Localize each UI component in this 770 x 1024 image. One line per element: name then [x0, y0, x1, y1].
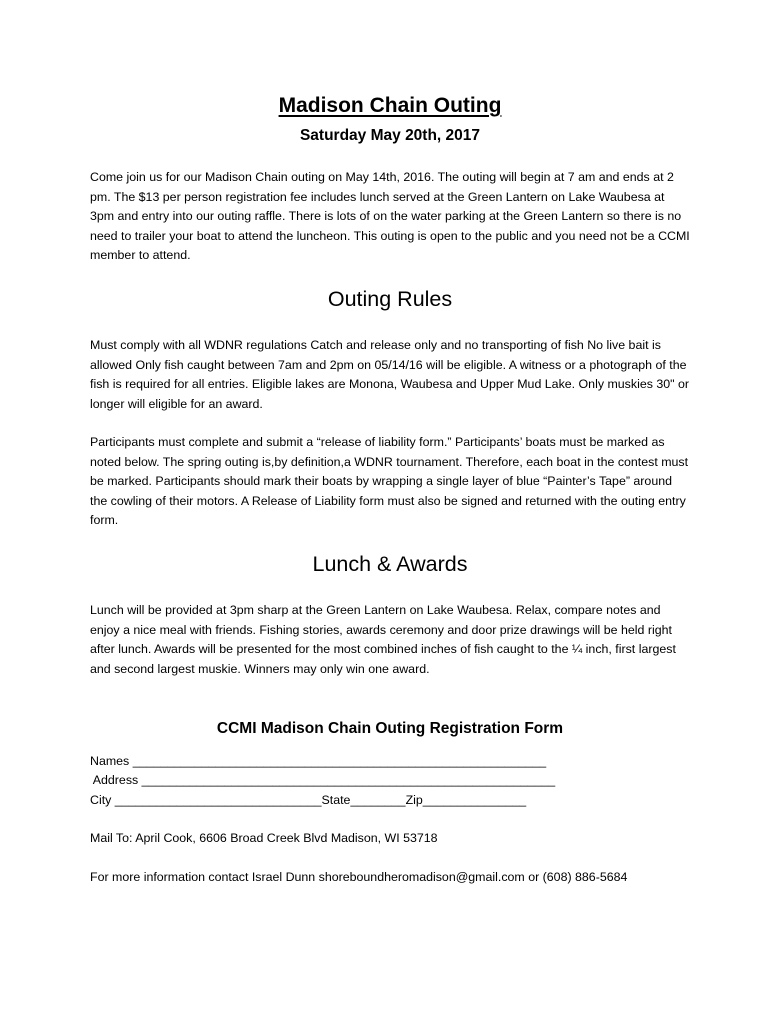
mail-to-text: Mail To: April Cook, 6606 Broad Creek Blvd Madison, WI 53718: [90, 831, 438, 845]
intro-paragraph: Come join us for our Madison Chain outing on May 14th, 2016. The outing will begin at 7 am and ends at 2 pm. The $13 per person registration fee includes lunch served at the Green Lantern on Lake Waubesa at 3pm and entry into our outing raffle. There is lots of on the water parking at the Green Lantern so there is no need to trailer your boat to attend the luncheon. This outing is open to the public and you need not be a CCMI member to attend.: [90, 170, 690, 263]
registration-form-heading: CCMI Madison Chain Outing Registration Form: [216, 720, 564, 737]
rules-paragraph-1: Must comply with all WDNR regulations Catch and release only and no transporting of fish No live bait is allowed Only fish caught between 7am and 2pm on 05/14/16 will be eligible. A witness or a photograph of the fish is required for all entries. Eligible lakes are Monona, Waubesa and Upper Mud Lake. Only muskies 30" or longer will eligible for an award.: [90, 338, 689, 411]
contact-text: For more information contact Israel Dunn shoreboundheromadison@gmail.com or (608) 886-5684: [90, 870, 628, 884]
rules-paragraph-2: Participants must complete and submit a “release of liability form.” Participants’ boats must be marked as noted below. The spring outing is,by definition,a WDNR tournament. Therefore, each boat in the contest must be marked. Participants should mark their boats by wrapping a single layer of blue “Painter’s Tape” around the cowling of their motors. A Release of Liability form must also be signed and returned with the outing entry form.: [90, 435, 689, 528]
document-title: Madison Chain Outing: [278, 94, 502, 117]
form-city-line: City ______________________________State________Zip_______________: [90, 793, 527, 807]
rules-heading: Outing Rules: [327, 287, 453, 311]
lunch-paragraph: Lunch will be provided at 3pm sharp at the Green Lantern on Lake Waubesa. Relax, compare notes and enjoy a nice meal with friends. Fishing stories, awards ceremony and door prize drawings will be held right after lunch. Awards will be presented for the most combined inches of fish caught to the ¼ inch, first largest and second largest muskie. Winners may only win one award.: [90, 603, 676, 676]
form-address-line: Address ____________________________________________________________: [90, 773, 556, 787]
lunch-heading: Lunch & Awards: [312, 552, 468, 576]
event-date: Saturday May 20th, 2017: [299, 127, 481, 144]
form-names-line: Names ____________________________________________________________: [90, 754, 547, 768]
